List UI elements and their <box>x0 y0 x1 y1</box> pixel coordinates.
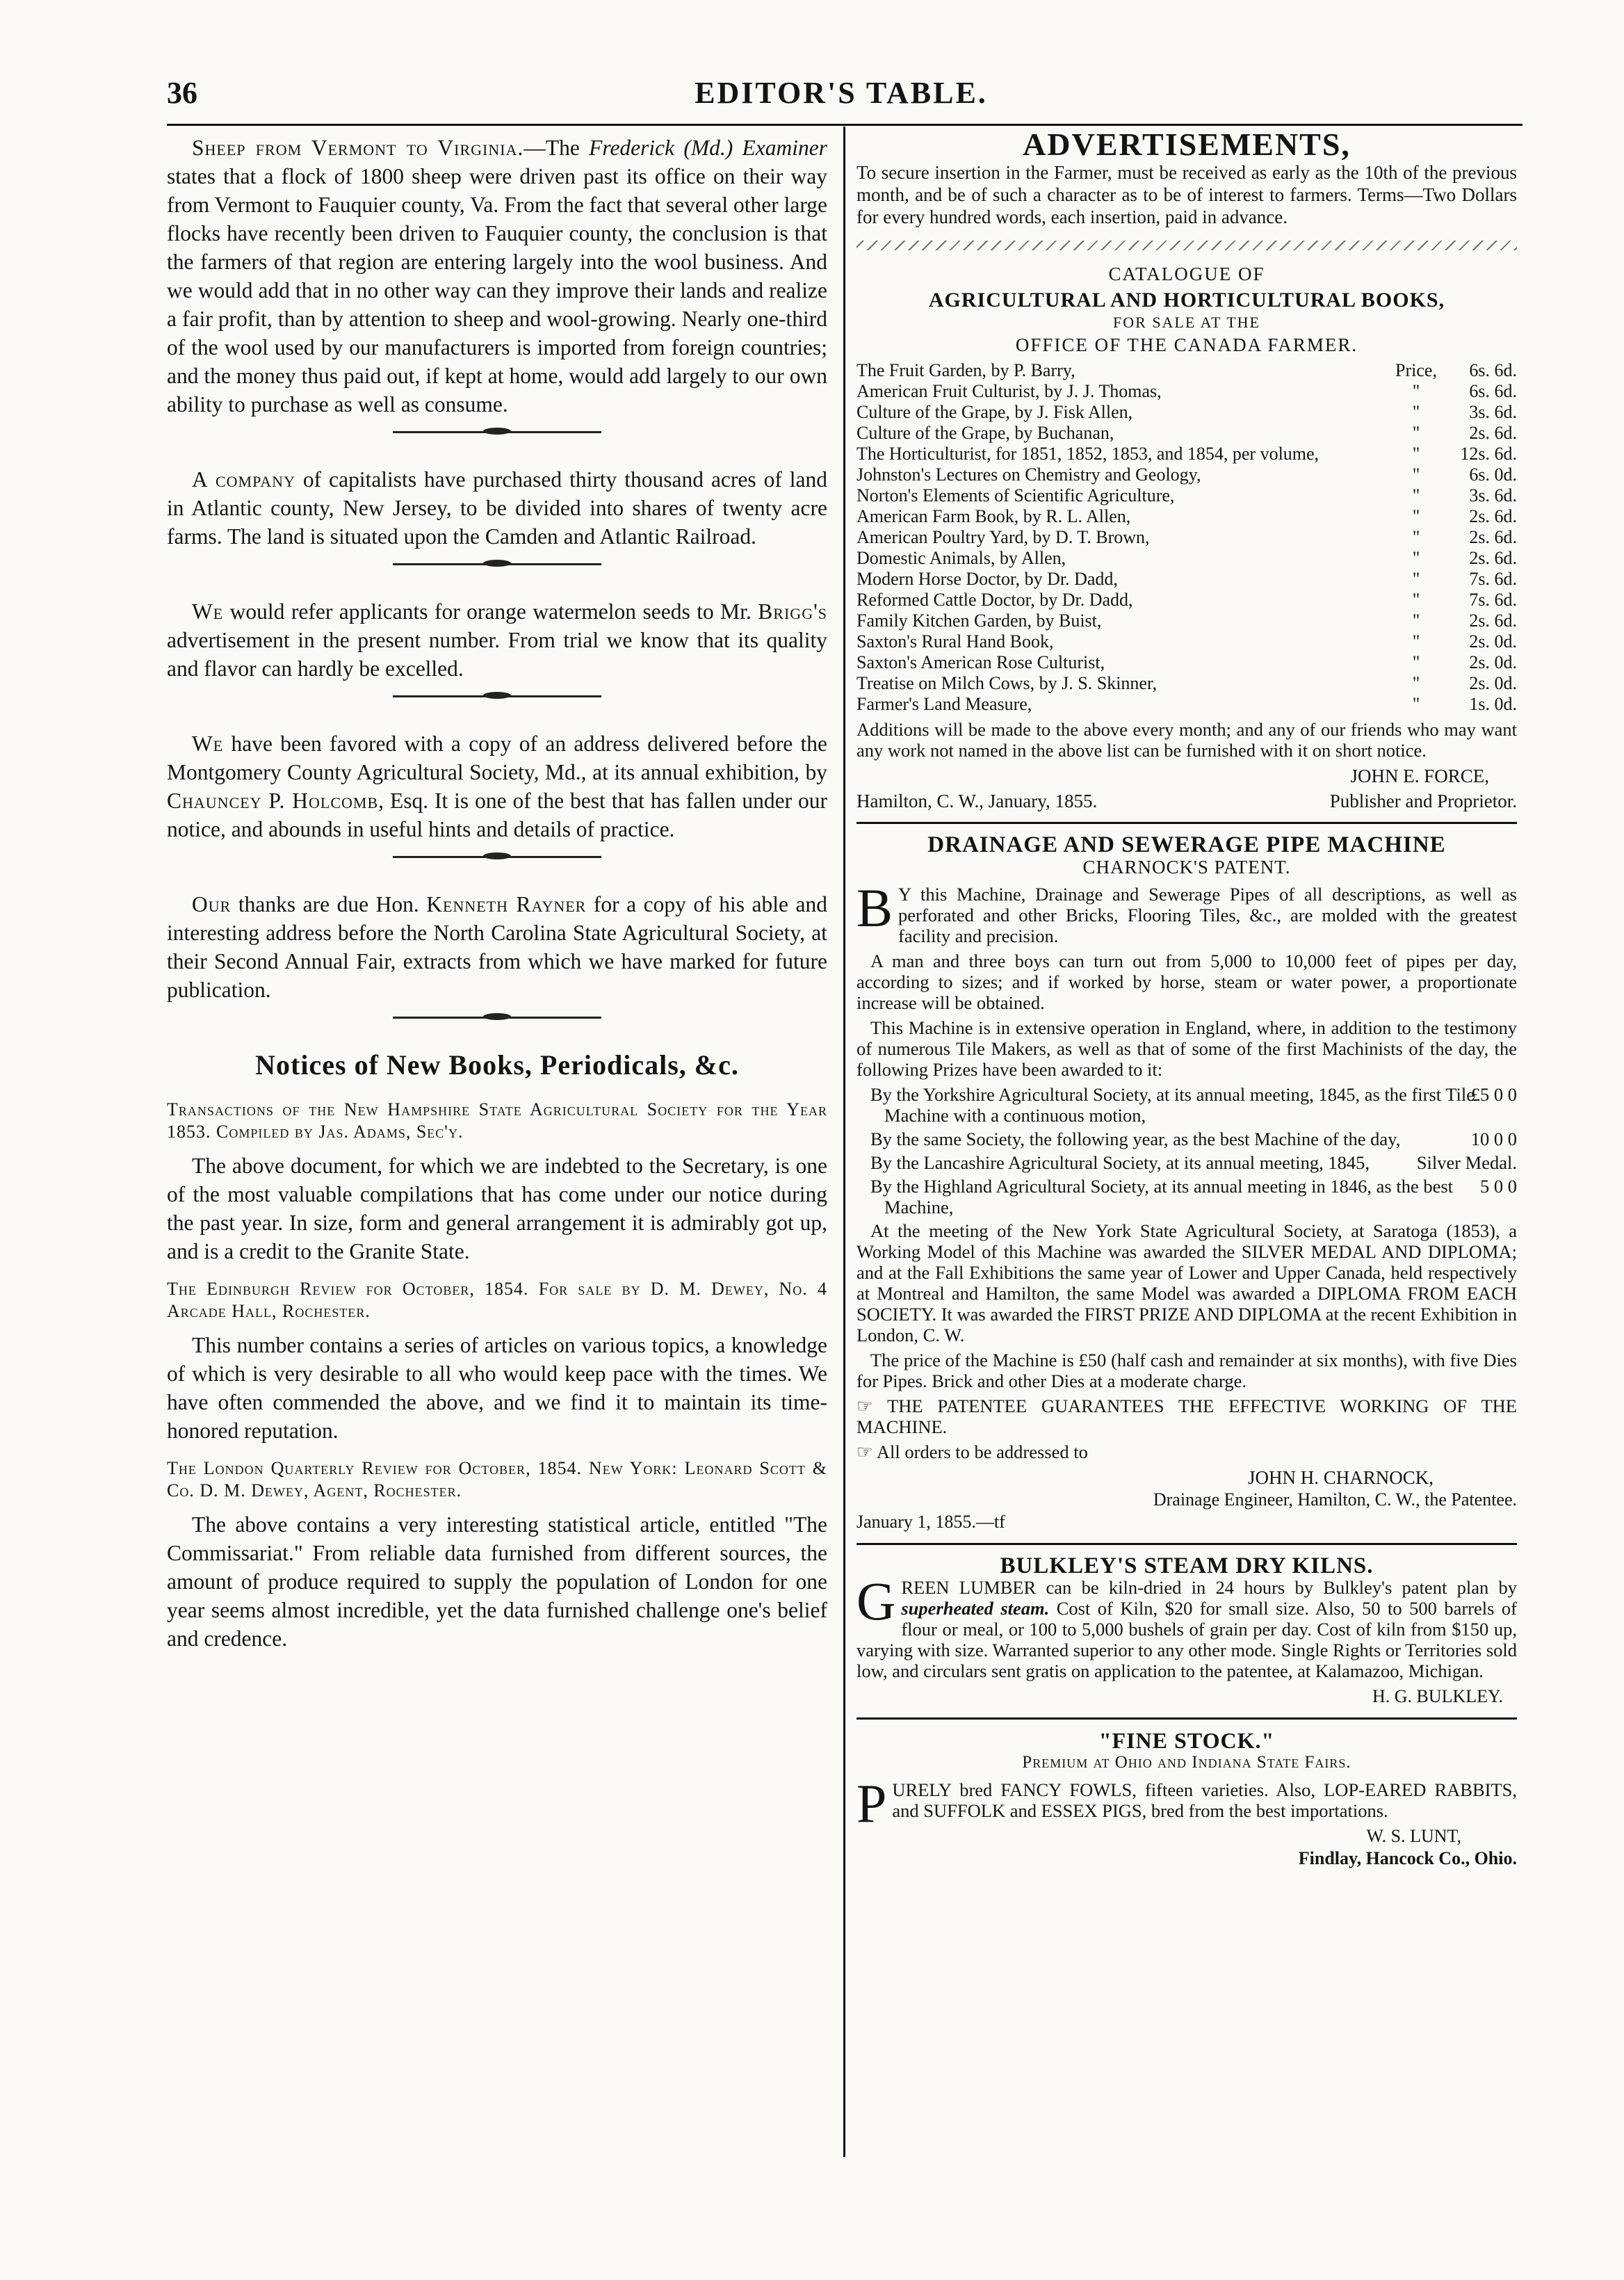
book-ditto: " <box>1412 464 1420 485</box>
book-ditto: " <box>1412 611 1420 631</box>
book-price: 2s. 6d. <box>1469 548 1517 568</box>
left-column <box>167 134 827 1665</box>
drainage-signer-role: Drainage Engineer, Hamilton, C. W., the Patentee. <box>1153 1489 1517 1510</box>
sheep-heading: Sheep from Vermont to Virginia. <box>192 136 524 160</box>
book-title: Farmer's Land Measure, <box>856 694 1032 714</box>
drainage-p5: The price of the Machine is £50 (half cash and remainder at six months), with five Dies for Pipes. Brick and other Dies at a moderate charge. <box>856 1350 1517 1391</box>
prize-text: By the same Society, the following year, as the best Machine of the day, <box>870 1129 1401 1149</box>
kilns-signer: H. G. BULKLEY. <box>1372 1686 1503 1706</box>
book-ditto: " <box>1412 527 1420 547</box>
book-title: Family Kitchen Garden, by Buist, <box>856 611 1102 631</box>
kilns-steam: superheated steam. <box>901 1598 1050 1619</box>
company-lead: A company <box>192 467 295 492</box>
book-title: American Fruit Culturist, by J. J. Thomas, <box>856 381 1162 401</box>
drainage-subtitle: CHARNOCK'S PATENT. <box>1082 857 1291 878</box>
book-row <box>856 360 1517 381</box>
drainage-p3: This Machine is in extensive operation in England, where, in addition to the testimony of numerous Tile Makers, as well as that of some of the first Machinists of the day, the following Prizes have been awarded to it: <box>856 1017 1517 1080</box>
section-separator <box>393 563 601 569</box>
stock-subtitle: Premium at Ohio and Indiana State Fairs. <box>1022 1753 1351 1772</box>
guarantee-text: THE PATENTEE GUARANTEES THE EFFECTIVE WORKING OF THE MACHINE. <box>856 1396 1517 1437</box>
rayner-paragraph <box>167 890 827 1004</box>
book-row <box>856 631 1517 652</box>
kilns-text-b: Cost of Kiln, $20 for small size. Also, 50 to 500 barrels of flour or meal, or 100 to 5,000 bushels of grain per day. Cost of kiln from $150 up, varying with size. Warranted superior to any other mode. Single Rights or Territories sold low, and circulars sent gratis on application to the patentee, at Kalamazoo, Michigan. <box>856 1598 1517 1681</box>
book-title: Domestic Animals, by Allen, <box>856 548 1066 568</box>
drainage-title: DRAINAGE AND SEWERAGE PIPE MACHINE <box>927 832 1446 857</box>
london-paragraph: The above contains a very interesting statistical article, entitled "The Commissariat." From reliable data furnished from different sources, the amount of produce required to supply the population of London for one year seems almost incredible, yet the data furnished challenge one's belief and credence. <box>167 1512 827 1651</box>
nh-paragraph: The above document, for which we are indebted to the Secretary, is one of the most valuable compilations that has come under our notice during the past year. In size, form and general arrangement it is admirably got up, and is a credit to the Granite State. <box>167 1154 827 1263</box>
book-price: 3s. 6d. <box>1469 402 1517 422</box>
book-price: 2s. 0d. <box>1469 673 1517 693</box>
pointing-hand-icon: ☞ <box>856 1441 877 1462</box>
book-ditto: " <box>1412 652 1420 672</box>
book-row <box>856 444 1517 464</box>
book-ditto: " <box>1412 590 1420 610</box>
prize-item <box>870 1152 1517 1173</box>
book-price: 2s. 0d. <box>1469 652 1517 672</box>
sheep-text-a: —The <box>523 136 590 160</box>
book-price: 2s. 6d. <box>1469 423 1517 443</box>
catalogue-role: Publisher and Proprietor. <box>1329 791 1517 811</box>
section-separator <box>393 1017 601 1023</box>
book-row <box>856 652 1517 673</box>
book-price: 12s. 6d. <box>1460 444 1517 464</box>
drainage-p2: A man and three boys can turn out from 5,000 to 10,000 feet of pipes per day, according to sizes; and if worked by horse, steam or water power, a proportionate increase will be obtained. <box>856 951 1517 1013</box>
drainage-guarantee <box>856 1396 1517 1437</box>
prize-amount: £5 0 0 <box>1470 1084 1517 1105</box>
header-rule <box>167 124 1522 126</box>
prize-item <box>870 1129 1517 1149</box>
company-text: of capitalists have purchased thirty thousand acres of land in Atlantic county, New Jersey, to be divided into shares of twenty acre farms. The land is situated upon the Camden and Atlantic Railroad. <box>167 467 828 549</box>
address-lead: We <box>192 731 224 756</box>
stock-paragraph <box>856 1773 1517 1834</box>
book-price: 6s. 6d. <box>1469 360 1517 380</box>
address-name: Chauncey P. Holcomb <box>167 789 379 813</box>
drainage-dropcap: B <box>856 878 893 938</box>
address-paragraph <box>167 729 827 843</box>
book-title: Modern Horse Doctor, by Dr. Dadd, <box>856 569 1118 589</box>
book-title: American Poultry Yard, by D. T. Brown, <box>856 527 1150 547</box>
catalogue-signer: JOHN E. FORCE, <box>1350 766 1489 786</box>
book-ditto: " <box>1412 381 1420 401</box>
watermelon-text-a: would refer applicants for orange watermelon seeds to Mr. <box>223 599 758 624</box>
book-ditto: " <box>1412 673 1420 693</box>
watermelon-paragraph <box>167 597 827 683</box>
section-separator <box>393 695 601 702</box>
book-list <box>856 360 1517 715</box>
page-header <box>167 75 1516 124</box>
column-divider <box>843 127 845 2157</box>
stock-place: Findlay, Hancock Co., Ohio. <box>1298 1848 1517 1868</box>
book-ditto: " <box>1412 506 1420 526</box>
edinburgh-citation: The Edinburgh Review for October, 1854. For sale by D. M. Dewey, No. 4 Arcade Hall, Rochester. <box>167 1279 827 1321</box>
advertisements-title: ADVERTISEMENTS, <box>1023 127 1351 162</box>
ad-divider <box>856 822 1517 824</box>
book-row <box>856 673 1517 694</box>
prize-item <box>870 1176 1517 1218</box>
watermelon-name: Brigg's <box>758 599 827 624</box>
book-row <box>856 611 1517 631</box>
book-price: 2s. 6d. <box>1469 527 1517 547</box>
kilns-text-a: REEN LUMBER can be kiln-dried in 24 hours by Bulkley's patent plan by <box>901 1577 1517 1598</box>
book-title: Saxton's American Rose Culturist, <box>856 652 1105 672</box>
book-row <box>856 423 1517 444</box>
price-header: Price, <box>1395 360 1437 380</box>
watermelon-lead: We <box>192 599 224 624</box>
running-title: EDITOR'S TABLE. <box>695 76 988 110</box>
london-citation: The London Quarterly Review for October, 1854. New York: Leonard Scott & Co. D. M. Dewey, Agent, Rochester. <box>167 1458 827 1501</box>
rayner-lead: Our <box>192 892 232 916</box>
section-separator <box>393 431 601 437</box>
drainage-orders <box>856 1441 1517 1462</box>
catalogue-place-date: Hamilton, C. W., January, 1855. <box>856 791 1098 811</box>
book-row <box>856 527 1517 548</box>
right-column <box>856 127 1517 1870</box>
stock-signer: W. S. LUNT, <box>1366 1826 1461 1846</box>
book-ditto: " <box>1412 485 1420 506</box>
book-price: 7s. 6d. <box>1469 590 1517 610</box>
book-row <box>856 485 1517 506</box>
book-ditto: " <box>1412 444 1420 464</box>
company-paragraph <box>167 465 827 551</box>
book-title: American Farm Book, by R. L. Allen, <box>856 506 1131 526</box>
advertisements-intro: To secure insertion in the Farmer, must be received as early as the 10th of the previous month, and be of such a character as to be of interest to farmers. Terms—Two Dollars for every hundred words, each insertion, paid in advance. <box>856 162 1517 227</box>
drainage-p1-text: Y this Machine, Drainage and Sewerage Pipes of all descriptions, as well as perforated and other Bricks, Flooring Tiles, &c., are molded with the greatest facility and precision. <box>898 884 1517 946</box>
drainage-date: January 1, 1855.—tf <box>856 1512 1005 1532</box>
nh-citation: Transactions of the New Hampshire State Agricultural Society for the Year 1853. Compiled by Jas. Adams, Sec'y. <box>167 1099 827 1142</box>
book-ditto: " <box>1412 631 1420 652</box>
ad-divider <box>856 1543 1517 1545</box>
book-price: 6s. 0d. <box>1469 464 1517 485</box>
book-price: 7s. 6d. <box>1469 569 1517 589</box>
book-row <box>856 506 1517 527</box>
prize-amount: 5 0 0 <box>1480 1176 1517 1197</box>
sheep-text: states that a flock of 1800 sheep were driven past its office on their way from Vermont to Fauquier county, Va. From the fact that several other large flocks have recently been driven to Fauquier county, the conclusion is that the farmers of that region are entering largely into the wool business. And we would add that in no other way can they improve their lands and realize a fair profit, than by attention to sheep and wool-growing. Nearly one-third of the wool used by our manufacturers is imported from foreign countries; and the money thus paid out, if kept at home, would add largely to our own ability to purchase as well as consume. <box>167 164 827 417</box>
kilns-dropcap: G <box>856 1571 896 1631</box>
drainage-p1 <box>856 878 1517 946</box>
book-row <box>856 548 1517 569</box>
prize-amount: Silver Medal. <box>1416 1152 1517 1173</box>
catalogue-label: CATALOGUE OF <box>1108 264 1265 284</box>
book-ditto: " <box>1412 423 1420 443</box>
book-row <box>856 464 1517 485</box>
address-text-b: , Esq. It is one of the best that has fallen under our notice, and abounds in useful hints and details of practice. <box>167 789 827 841</box>
rayner-text-a: thanks are due Hon. <box>231 892 427 916</box>
prize-amount: 10 0 0 <box>1470 1129 1517 1149</box>
catalogue-for-sale: FOR SALE AT THE <box>1113 314 1260 331</box>
book-title: Culture of the Grape, by J. Fisk Allen, <box>856 402 1133 422</box>
ad-divider <box>856 1717 1517 1720</box>
drainage-p4: At the meeting of the New York State Agricultural Society, at Saratoga (1853), a Working Model of this Machine was awarded the SILVER MEDAL AND DIPLOMA; and at the Fall Exhibitions the same year of Lower and Upper Canada, held respectively at Montreal and Hamilton, the same Model was awarded a DIPLOMA FROM EACH SOCIETY. It was awarded the FIRST PRIZE AND DIPLOMA at the recent Exhibition in London, C. W. <box>856 1220 1517 1345</box>
address-text-a: have been favored with a copy of an address delivered before the Montgomery County Agricultural Society, Md., at its annual exhibition, by <box>167 731 827 784</box>
prize-item <box>870 1084 1517 1126</box>
stock-title: "FINE STOCK." <box>1098 1728 1275 1753</box>
catalogue-office: OFFICE OF THE CANADA FARMER. <box>1015 334 1358 355</box>
book-row <box>856 381 1517 402</box>
book-row <box>856 590 1517 611</box>
page-number: 36 <box>167 76 197 110</box>
book-ditto: " <box>1412 548 1420 568</box>
book-row <box>856 694 1517 715</box>
pointing-hand-icon: ☞ <box>856 1396 888 1416</box>
sheep-paper: Frederick (Md.) Examiner <box>589 136 827 160</box>
rayner-name: Kenneth Rayner <box>426 892 587 916</box>
book-title: Saxton's Rural Hand Book, <box>856 631 1054 652</box>
book-title: The Fruit Garden, by P. Barry, <box>856 360 1075 380</box>
book-row <box>856 569 1517 590</box>
book-title: Johnston's Lectures on Chemistry and Geology, <box>856 464 1201 485</box>
section-separator <box>393 856 601 862</box>
catalogue-note: Additions will be made to the above every month; and any of our friends who may want any work not named in the above list can be furnished with it on short notice. <box>856 719 1517 761</box>
kilns-paragraph <box>856 1571 1517 1681</box>
catalogue-title: AGRICULTURAL AND HORTICULTURAL BOOKS, <box>928 289 1445 312</box>
prize-text: By the Yorkshire Agricultural Society, at its annual meeting, 1845, as the first Tile Machine with a continuous motion, <box>870 1084 1475 1126</box>
book-price: 1s. 0d. <box>1469 694 1517 714</box>
book-ditto: " <box>1412 569 1420 589</box>
drainage-signer: JOHN H. CHARNOCK, <box>1247 1467 1434 1488</box>
book-price: 2s. 6d. <box>1469 506 1517 526</box>
book-title: Norton's Elements of Scientific Agriculture, <box>856 485 1175 506</box>
wavy-divider <box>856 241 1517 250</box>
kilns-title: BULKLEY'S STEAM DRY KILNS. <box>1000 1553 1374 1578</box>
catalogue-signature-line <box>856 790 1517 812</box>
book-price: 2s. 0d. <box>1469 631 1517 652</box>
book-title: Culture of the Grape, by Buchanan, <box>856 423 1114 443</box>
watermelon-text-b: advertisement in the present number. From trial we know that its quality and flavor can hardly be excelled. <box>167 628 827 681</box>
book-price: 3s. 6d. <box>1469 485 1517 506</box>
book-title: Reformed Cattle Doctor, by Dr. Dadd, <box>856 590 1133 610</box>
prize-list <box>856 1084 1517 1218</box>
book-price: 6s. 6d. <box>1469 381 1517 401</box>
book-ditto: " <box>1412 694 1420 714</box>
stock-text: URELY bred FANCY FOWLS, fifteen varieties. Also, LOP-EARED RABBITS, and SUFFOLK and ESSEX PIGS, bred from the best importations. <box>892 1779 1517 1821</box>
sheep-paragraph <box>167 134 827 419</box>
prize-text: By the Highland Agricultural Society, at its annual meeting in 1846, as the best Machine, <box>870 1176 1454 1218</box>
book-ditto: " <box>1412 402 1420 422</box>
book-title: Treatise on Milch Cows, by J. S. Skinner, <box>856 673 1158 693</box>
book-row <box>856 402 1517 423</box>
prize-text: By the Lancashire Agricultural Society, at its annual meeting, 1845, <box>870 1152 1370 1173</box>
rayner-text-b: for a copy of his able and interesting address before the North Carolina State Agricultural Society, at their Second Annual Fair, extracts from which we have marked for future publication. <box>167 892 827 1002</box>
edinburgh-paragraph: This number contains a series of articles on various topics, a knowledge of which is very desirable to all who would keep pace with the times. We have often commended the above, and we find it to maintain its time-honored reputation. <box>167 1333 827 1443</box>
notices-heading: Notices of New Books, Periodicals, &c. <box>255 1049 739 1081</box>
book-price: 2s. 6d. <box>1469 611 1517 631</box>
orders-text: All orders to be addressed to <box>876 1441 1088 1462</box>
book-title: The Horticulturist, for 1851, 1852, 1853, and 1854, per volume, <box>856 444 1320 464</box>
stock-dropcap: P <box>856 1773 887 1834</box>
